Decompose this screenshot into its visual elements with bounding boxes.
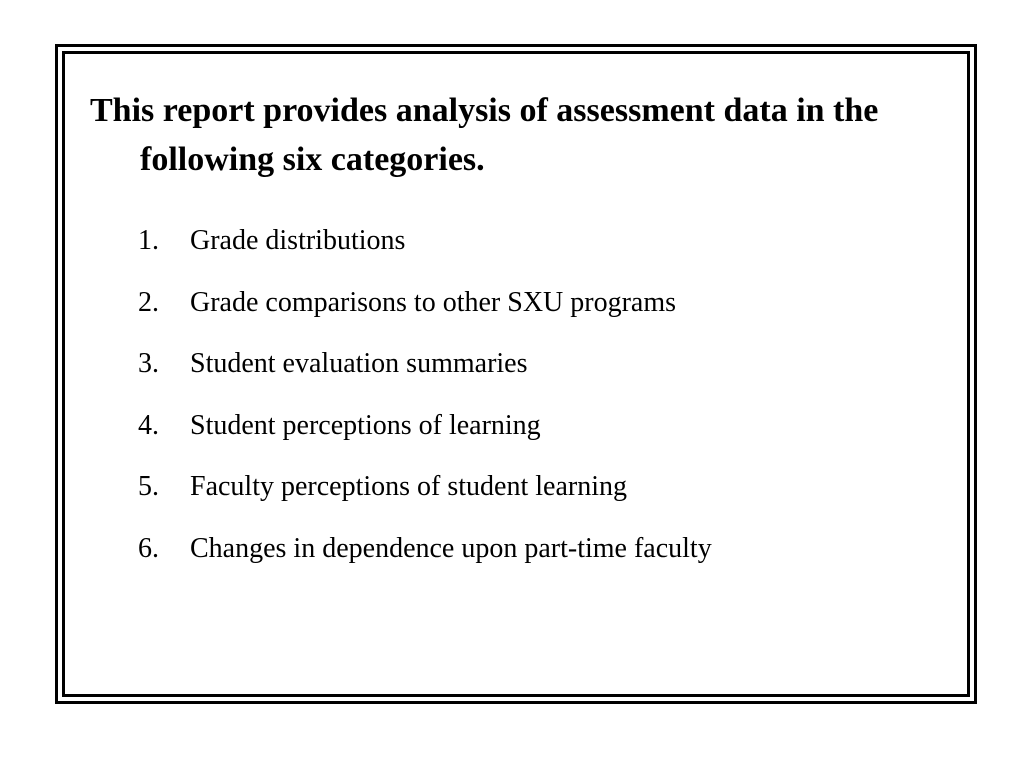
item-text: Faculty perceptions of student learning — [190, 471, 627, 502]
list-item — [138, 405, 712, 467]
list-item — [138, 220, 712, 282]
item-text: Student evaluation summaries — [190, 348, 528, 379]
list-item — [138, 466, 712, 528]
item-text: Grade distributions — [190, 225, 406, 256]
list-item — [138, 282, 712, 344]
item-number: 5. — [138, 471, 159, 502]
item-text: Grade comparisons to other SXU programs — [190, 286, 677, 318]
item-number: 2. — [138, 286, 159, 318]
slide-heading: This report provides analysis of assessment data in the following six categories. — [90, 92, 879, 178]
item-number: 4. — [138, 409, 159, 441]
list-item — [138, 343, 712, 405]
item-number: 1. — [138, 225, 159, 256]
item-text: Student perceptions of learning — [190, 409, 541, 441]
item-number: 3. — [138, 348, 159, 379]
item-number: 6. — [138, 532, 159, 564]
list-item — [138, 528, 712, 590]
category-list — [138, 220, 712, 589]
item-text: Changes in dependence upon part-time faculty — [190, 532, 712, 564]
